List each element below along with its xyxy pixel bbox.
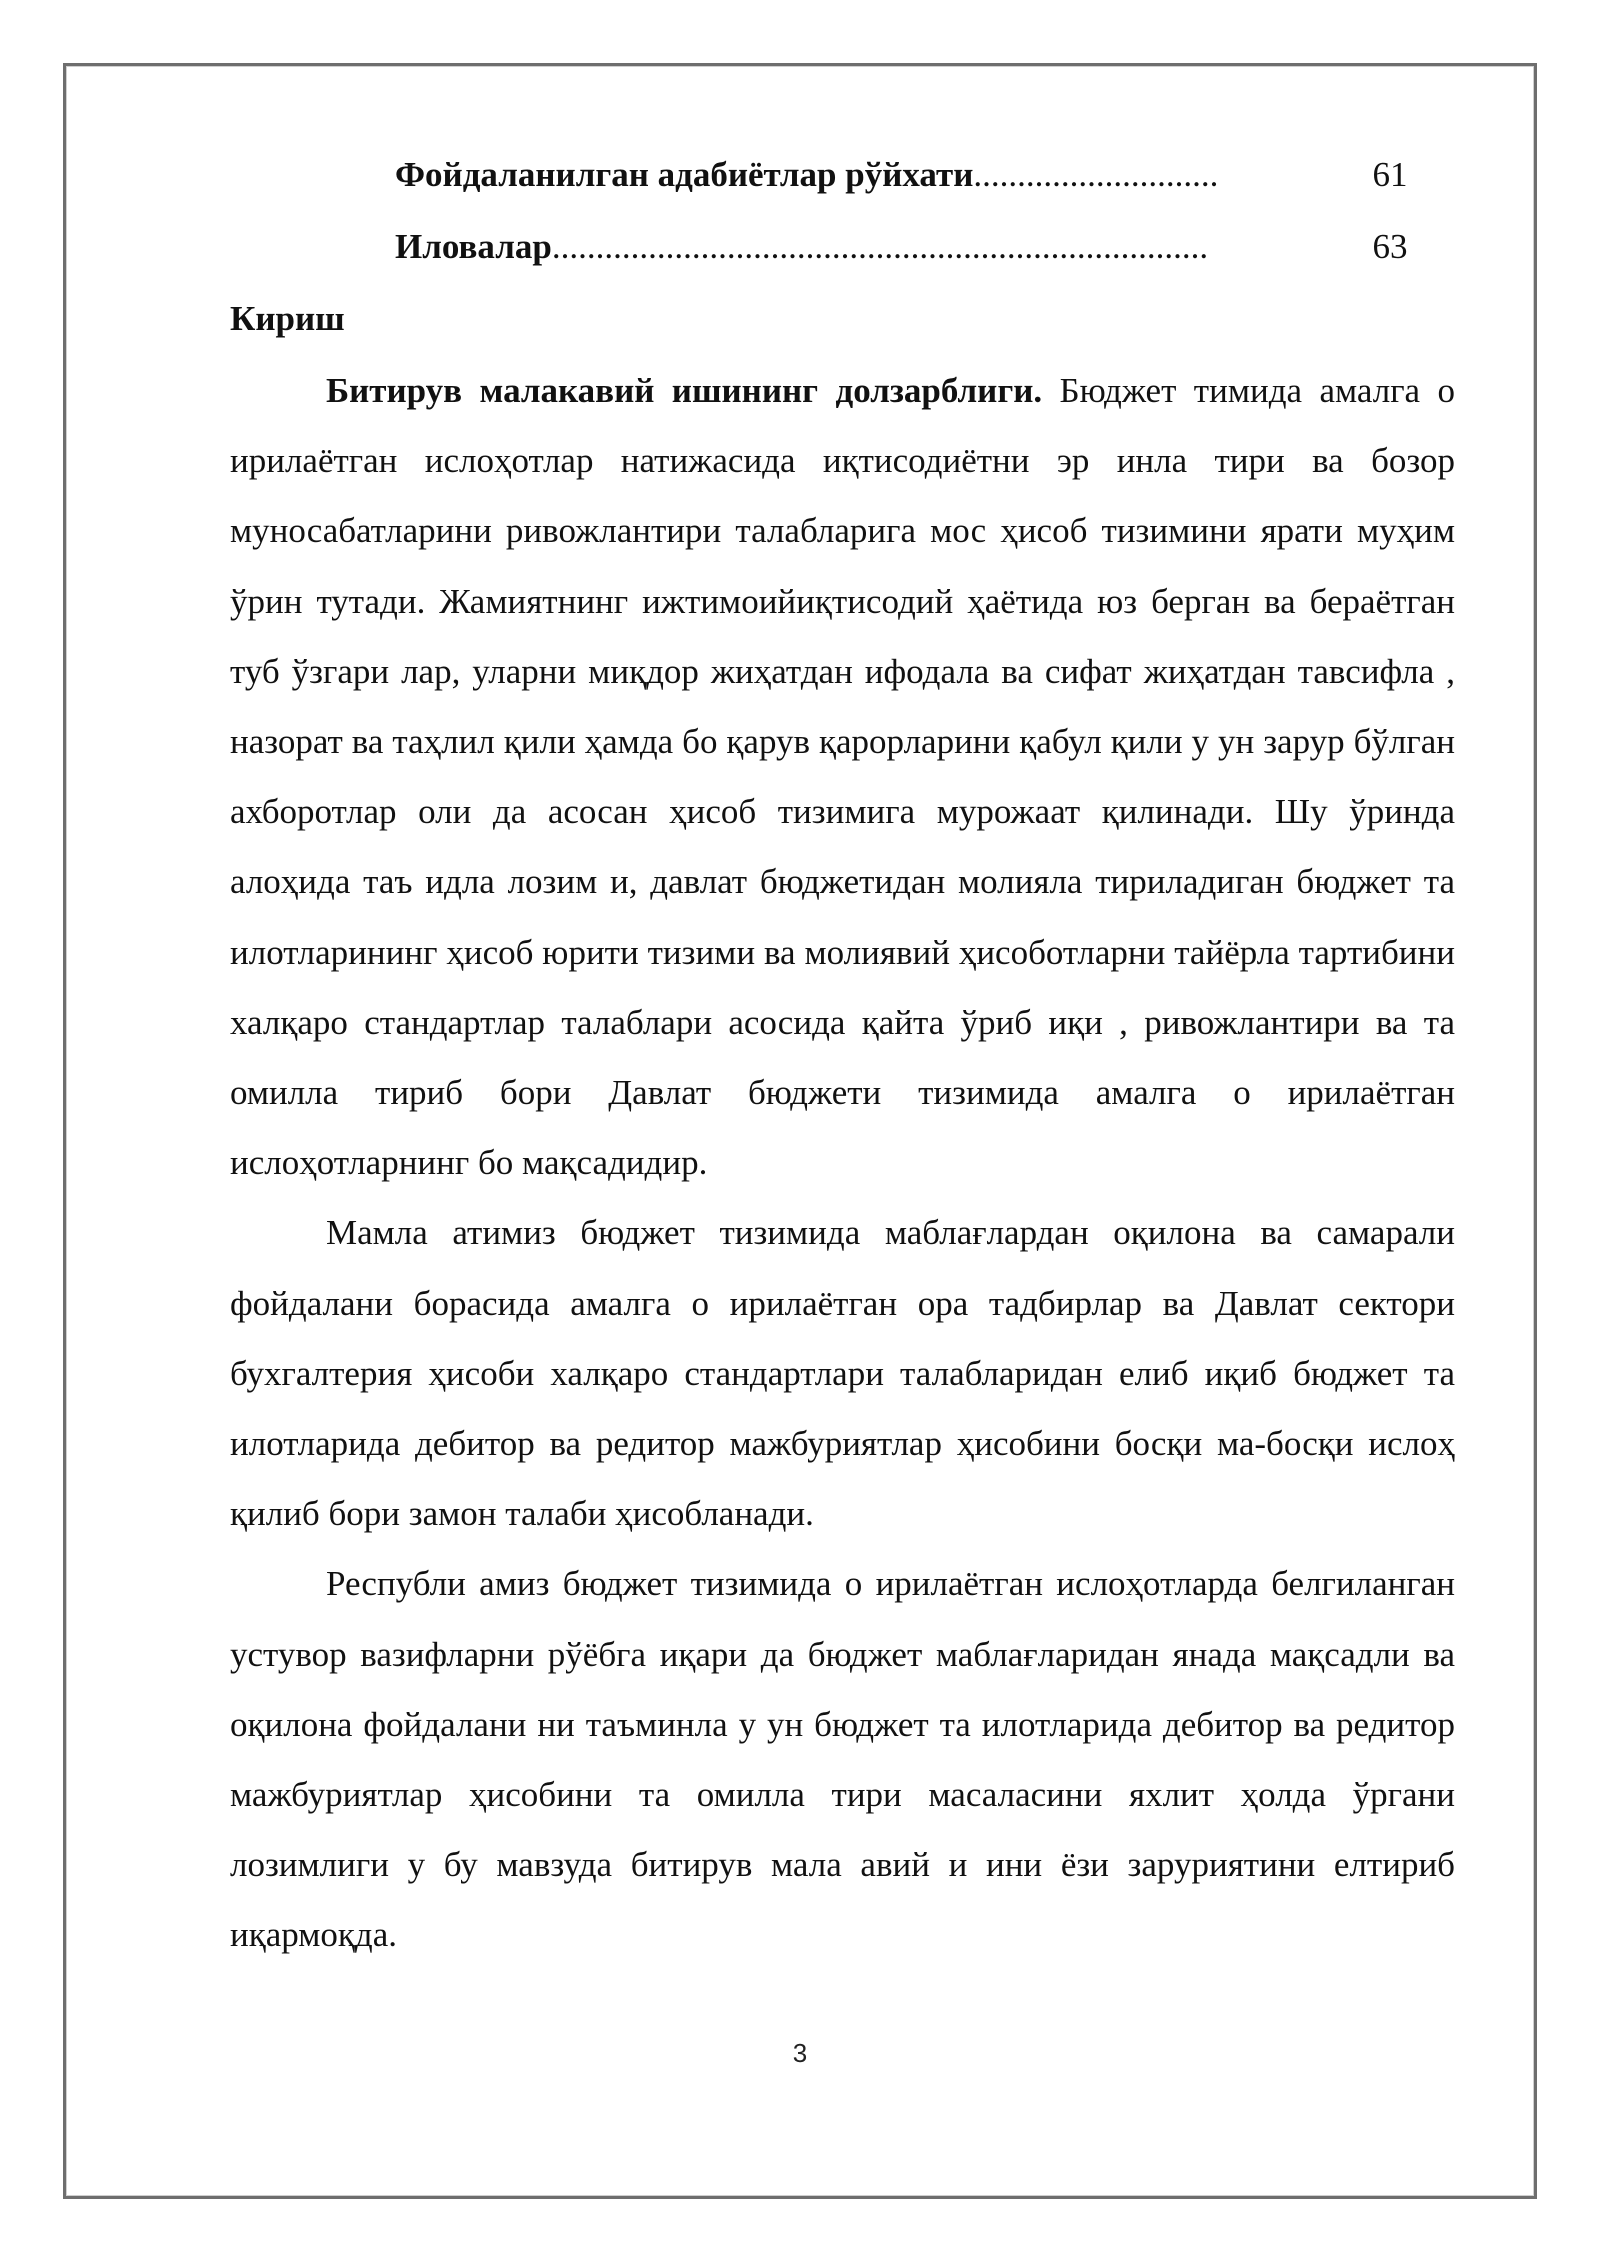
toc-page-number: 61 — [1372, 155, 1408, 194]
document-body — [230, 140, 1455, 1971]
paragraph-budget-system — [230, 1198, 1455, 1549]
toc-title: Фойдаланилган адабиётлар рўйхати — [395, 155, 974, 194]
paragraph-republic — [230, 1549, 1455, 1970]
toc-leader-dots: ........................................................................... — [551, 227, 1209, 266]
paragraph-text: Республи амиз бюджет тизимида о ирилаётган ислоҳотларда белгиланган устувор вазифларни рўёбга иқари да бюджет маблағларидан янада мақсадли ва оқилона фойдалани ни таъминла у ун бюджет та илотларида дебитор ва редитор мажбуриятлар ҳисобини та омилла тири масаласини яхлит ҳолда ўргани лозимлиги у бу мавзуда битирув мала авий и ини ёзи заруриятини елтириб иқармоқда. — [230, 1564, 1455, 1955]
paragraph-relevance — [230, 356, 1455, 1198]
paragraph-text: Бюджет тимида амалга о ирилаётган ислоҳотлар натижасида иқтисодиётни эр инла тири ва бозор муносабатларини ривожлантири талабларига мос ҳисоб тизимини ярати муҳим ўрин тутади. Жамиятнинг ижтимоийиқтисодий ҳаётида юз берган ва бераётган туб ўзгари лар, уларни миқдор жиҳатдан ифодала ва сифат жиҳатдан тавсифла , назорат ва таҳлил қили ҳамда бо қарув қарорларини қабул қили у ун зарур бўлган ахборотлар оли да асосан ҳисоб тизимига мурожаат қилинади. Шу ўринда алоҳида таъ идла лозим и, давлат бюджетидан молияла тириладиган бюджет та илотларининг ҳисоб юрити тизими ва молиявий ҳисоботларни тайёрла тартибини халқаро стандартлар талаблари асосида қайта ўриб иқи , ривожлантири ва та омилла тириб бори Давлат бюджети тизимида амалга о ирилаётган ислоҳотларнинг бо мақсадидир. — [230, 371, 1455, 1183]
toc-title: Иловалар — [395, 227, 552, 266]
paragraph-lead: Битирув малакавий ишининг долзарблиги. — [326, 371, 1043, 410]
toc-entry-appendices — [395, 212, 1455, 284]
toc-leader-dots: ............................ — [973, 155, 1219, 194]
page-number: 3 — [792, 2038, 808, 2068]
toc-entry-references — [395, 140, 1455, 212]
toc-page-number: 63 — [1372, 227, 1408, 266]
paragraph-text: Мамла атимиз бюджет тизимида маблағлардан оқилона ва самарали фойдалани борасида амалга о ирилаётган ора тадбирлар ва Давлат сектори бухгалтерия ҳисоби халқаро стандартлари талабларидан елиб иқиб бюджет та илотларида дебитор ва редитор мажбуриятлар ҳисобини босқи ма-босқи ислоҳ қилиб бори замон талаби ҳисобланади. — [230, 1213, 1455, 1534]
section-heading: Кириш — [230, 299, 345, 338]
